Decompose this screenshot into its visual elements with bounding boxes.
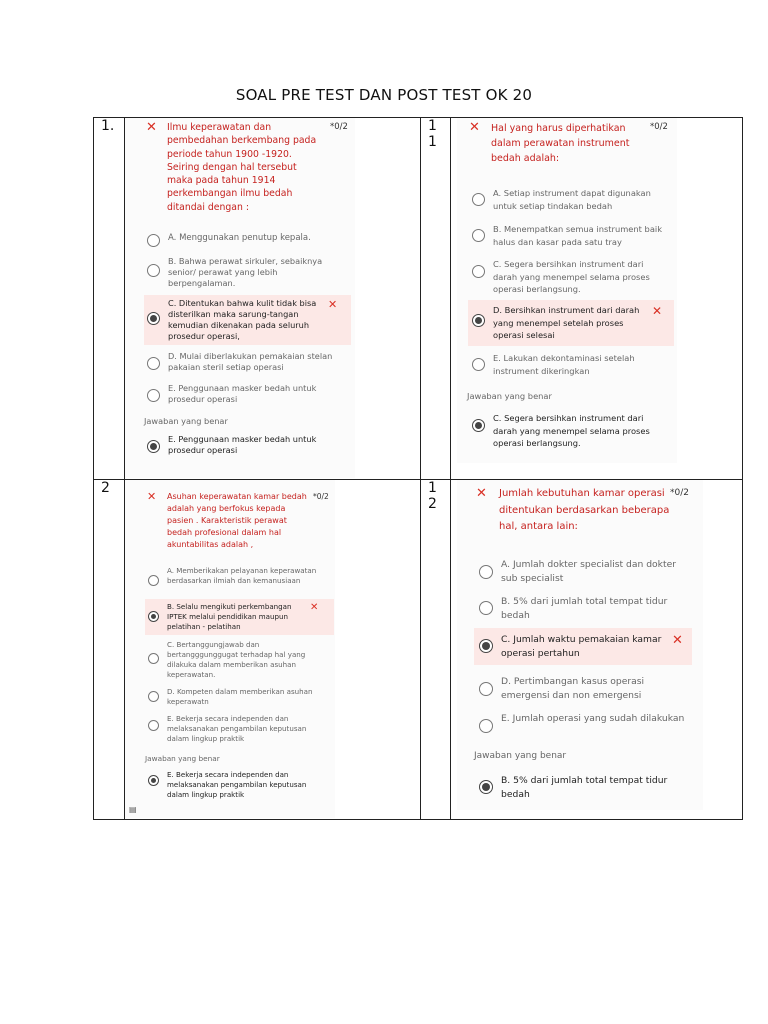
- radio-icon: [472, 358, 485, 371]
- question-number-digit: 1: [428, 118, 437, 134]
- option-text: D. Pertimbangan kasus operasi emergensi dan non emergensi: [501, 676, 645, 701]
- radio-icon: [147, 389, 160, 402]
- option-text: D. Mulai diberlakukan pemakaian stelan pakaian steril setiap operasi: [168, 351, 333, 372]
- question-card: [125, 480, 335, 818]
- question-number-digit: 2: [428, 496, 437, 512]
- option-text: A. Jumlah dokter specialist dan dokter sub specialist: [501, 559, 677, 584]
- radio-selected-icon: [472, 419, 485, 432]
- radio-selected-icon: [479, 780, 493, 794]
- question-number-digit: 1: [428, 480, 437, 496]
- option-d[interactable]: [479, 675, 699, 702]
- option-e[interactable]: [472, 352, 672, 377]
- radio-icon: [479, 601, 493, 615]
- radio-icon: [147, 357, 160, 370]
- option-d[interactable]: [147, 351, 347, 373]
- correct-answer-label: Jawaban yang benar: [467, 391, 552, 401]
- radio-selected-icon: [148, 775, 159, 786]
- correct-answer: [148, 770, 333, 800]
- option-e[interactable]: [148, 714, 333, 744]
- option-b[interactable]: [472, 223, 672, 248]
- option-a[interactable]: [472, 187, 672, 212]
- option-text: B. 5% dari jumlah total tempat tidur bedah: [501, 596, 668, 621]
- answer-text: E. Bekerja secara independen dan melaksanakan pengambilan keputusan dalam lingkup praktik: [167, 770, 307, 799]
- option-e[interactable]: [479, 712, 699, 733]
- question-number-digit: 1: [428, 134, 437, 150]
- wrong-answer-x-icon: ✕: [328, 298, 338, 311]
- wrong-answer-x-icon: ✕: [672, 633, 683, 648]
- question-card: [457, 480, 703, 810]
- option-a[interactable]: [148, 566, 333, 586]
- question-text: Jumlah kebutuhan kamar operasi ditentukan berdasarkan beberapa hal, antara lain:: [499, 488, 670, 532]
- option-text: C. Segera bersihkan instrument dari darah yang menempel selama proses operasi berlangsung.: [493, 259, 650, 294]
- correct-answer-label: Jawaban yang benar: [144, 416, 228, 426]
- radio-icon: [472, 193, 485, 206]
- question-text: Ilmu keperawatan dan pembedahan berkembang pada periode tahun 1900 -1920. Seiring dengan hal tersebut maka pada tahun 1914 perkembangan ilmu bedah ditandai dengan :: [167, 122, 317, 213]
- question-text: Asuhan keperawatan kamar bedah adalah yang berfokus kepada pasien . Karakteristik perawat bedah profesional dalam hal akuntabilitas adalah ,: [167, 492, 307, 549]
- correct-answer-label: Jawaban yang benar: [145, 754, 220, 763]
- option-c[interactable]: [472, 258, 672, 296]
- answer-text: E. Penggunaan masker bedah untuk prosedur operasi: [168, 434, 317, 455]
- option-d-selected[interactable]: [468, 300, 674, 346]
- option-text: D. Bersihkan instrument dari darah yang menempel setelah proses operasi selesai: [493, 305, 640, 340]
- score-label: *0/2: [650, 122, 668, 132]
- table-row: [94, 118, 743, 480]
- option-d[interactable]: [148, 687, 333, 707]
- incorrect-x-icon: ✕: [469, 120, 480, 135]
- wrong-answer-x-icon: ✕: [652, 304, 663, 318]
- wrong-answer-x-icon: ✕: [310, 602, 319, 613]
- radio-icon: [479, 565, 493, 579]
- incorrect-x-icon: ✕: [476, 486, 487, 501]
- radio-icon: [148, 691, 159, 702]
- option-b-selected[interactable]: [145, 599, 334, 635]
- question-table: [93, 117, 743, 820]
- radio-icon: [479, 719, 493, 733]
- option-text: D. Kompeten dalam memberikan asuhan keperawatn: [167, 687, 313, 706]
- option-text: B. Menempatkan semua instrument baik halus dan kasar pada satu tray: [493, 224, 663, 247]
- question-card-cell: [125, 118, 421, 480]
- question-card-cell: [125, 480, 421, 820]
- document-title: SOAL PRE TEST DAN POST TEST OK 20: [235, 86, 533, 104]
- question-card-cell: [451, 480, 743, 820]
- question-number: 1.: [94, 118, 125, 480]
- option-text: B. Bahwa perawat sirkuler, sebaiknya senior/ perawat yang lebih berpengalaman.: [168, 256, 323, 288]
- score-label: *0/2: [670, 488, 689, 498]
- radio-selected-icon: [148, 611, 159, 622]
- answer-text: B. 5% dari jumlah total tempat tidur bedah: [501, 775, 668, 800]
- question-number: [421, 480, 451, 820]
- option-text: E. Lakukan dekontaminasi setelah instrument dikeringkan: [493, 353, 635, 376]
- question-number: 2: [94, 480, 125, 820]
- option-text: B. Selalu mengikuti perkembangan IPTEK melalui pendidikan maupun pelatihan - pelatihan: [167, 602, 292, 631]
- option-b[interactable]: [147, 256, 347, 289]
- option-text: C. Bertanggungjawab dan bertangggunggugat terhadap hal yang dilakuka dalam memberikan asuhan keperawatan.: [167, 640, 306, 679]
- option-b[interactable]: [479, 595, 699, 622]
- option-c-selected[interactable]: [144, 295, 351, 345]
- radio-icon: [147, 234, 160, 247]
- radio-icon: [479, 682, 493, 696]
- option-text: A. Menggunakan penutup kepala.: [168, 233, 311, 243]
- option-c[interactable]: [148, 640, 333, 680]
- option-e[interactable]: [147, 383, 347, 405]
- radio-icon: [147, 264, 160, 277]
- radio-icon: [148, 653, 159, 664]
- option-a[interactable]: [479, 558, 699, 585]
- radio-icon: [148, 575, 159, 586]
- answer-text: C. Segera bersihkan instrument dari darah yang menempel selama proses operasi berlangsung.: [493, 413, 650, 448]
- option-text: E. Penggunaan masker bedah untuk prosedur operasi: [168, 383, 317, 404]
- question-card-cell: [451, 118, 743, 480]
- option-text: C. Jumlah waktu pemakaian kamar operasi pertahun: [501, 634, 662, 659]
- radio-selected-icon: [472, 314, 485, 327]
- incorrect-x-icon: ✕: [146, 120, 157, 135]
- table-row: [94, 480, 743, 820]
- option-a[interactable]: [147, 233, 347, 247]
- correct-answer: [479, 774, 699, 801]
- question-card: [125, 118, 355, 478]
- option-c-selected[interactable]: [474, 628, 692, 665]
- question-text: Hal yang harus diperhatikan dalam perawatan instrument bedah adalah:: [491, 123, 630, 164]
- correct-answer-label: Jawaban yang benar: [474, 751, 567, 761]
- option-text: E. Bekerja secara independen dan melaksanakan pengambilan keputusan dalam lingkup praktik: [167, 714, 307, 743]
- score-label: *0/2: [330, 122, 348, 132]
- correct-answer: [472, 412, 672, 450]
- scan-mark-icon: ▤: [129, 805, 137, 814]
- option-text: C. Ditentukan bahwa kulit tidak bisa disterilkan maka sarung-tangan kemudian dikenakan pada seluruh prosedur operasi,: [168, 298, 317, 341]
- radio-icon: [148, 720, 159, 731]
- correct-answer: [147, 434, 347, 456]
- radio-icon: [472, 265, 485, 278]
- radio-selected-icon: [147, 312, 160, 325]
- question-number: [421, 118, 451, 480]
- score-label: *0/2: [313, 492, 329, 501]
- question-card: [457, 118, 677, 463]
- option-text: A. Setiap instrument dapat digunakan untuk setiap tindakan bedah: [493, 188, 651, 211]
- option-text: A. Memberikakan pelayanan keperawatan berdasarkan ilmiah dan kemanusiaan: [167, 566, 317, 585]
- incorrect-x-icon: ✕: [147, 490, 157, 503]
- radio-selected-icon: [147, 440, 160, 453]
- radio-selected-icon: [479, 639, 493, 653]
- option-text: E. Jumlah operasi yang sudah dilakukan: [501, 713, 685, 724]
- radio-icon: [472, 229, 485, 242]
